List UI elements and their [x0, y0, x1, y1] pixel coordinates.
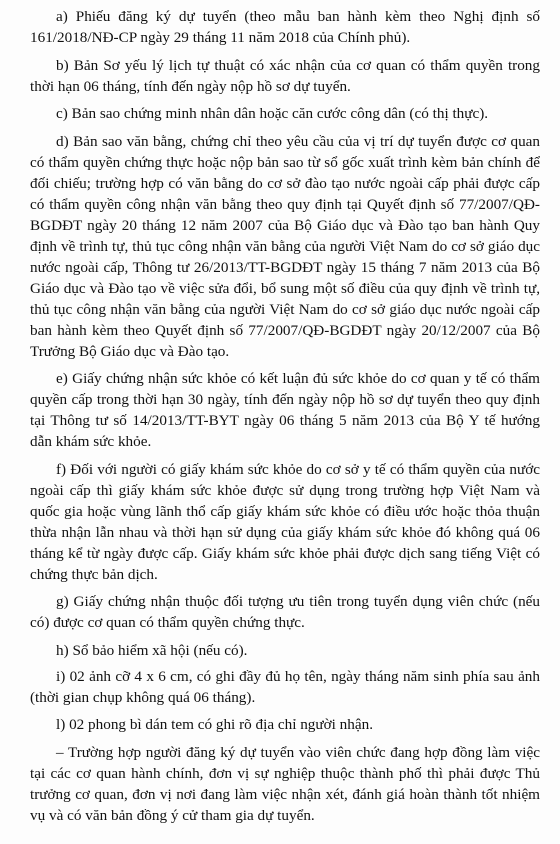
- paragraph-i: i) 02 ảnh cỡ 4 x 6 cm, có ghi đầy đủ họ tên, ngày tháng năm sinh phía sau ảnh (thời gian chụp không quá 06 tháng).: [30, 667, 540, 706]
- paragraph-f: f) Đối với người có giấy khám sức khỏe do cơ sở y tế có thẩm quyền của nước ngoài cấp thì giấy khám sức khỏe được sử dụng trong trường hợp Việt Nam và quốc gia hoặc vùng lãnh thổ cấp giấy khám sức khỏe có điều ước hoặc thỏa thuận thừa nhận lẫn nhau và thời hạn sử dụng của giấy khám sức khỏe đó không quá 06 tháng kể từ ngày được cấp. Giấy khám sức khỏe phải được dịch sang tiếng Việt có chứng thực bản dịch.: [30, 460, 540, 583]
- paragraph-g: g) Giấy chứng nhận thuộc đối tượng ưu tiên trong tuyển dụng viên chức (nếu có) được cơ quan có thẩm quyền chứng thực.: [30, 593, 540, 631]
- paragraph-d: d) Bản sao văn bằng, chứng chỉ theo yêu cầu của vị trí dự tuyển được cơ quan có thẩm quyền chứng thực hoặc nộp bản sao từ sổ gốc xuất trình kèm bản chính để đối chiếu; trường hợp có văn bằng do cơ sở đào tạo nước ngoài cấp phải được cấp có thẩm quyền công nhận văn bằng theo quy định tại Quyết định số 77/2007/QĐ-BGDĐT ngày 20 tháng 12 năm 2007 của Bộ Giáo dục và Đào tạo ban hành Quy định về trình tự, thủ tục công nhận văn bằng của người Việt Nam do cơ sở giáo dục nước ngoài cấp, Thông tư 26/2013/TT-BGDĐT ngày 15 tháng 7 năm 2013 của Bộ Giáo dục và Đào tạo về việc sửa đổi, bổ sung một số điều của quy định về trình tự, thủ tục công nhận văn bằng của người Việt Nam do cơ sở giáo dục nước ngoài cấp ban hành kèm theo Quyết định số 77/2007/QĐ-BGDĐT ngày 20/12/2007 của Bộ Trưởng Bộ Giáo dục và Đào tạo.: [30, 132, 540, 360]
- paragraph-note: – Trường hợp người đăng ký dự tuyển vào viên chức đang hợp đồng làm việc tại các cơ quan hành chính, đơn vị sự nghiệp thuộc thành phố thì phải được Thủ trưởng cơ quan, đơn vị nơi đang làm việc nhận xét, đánh giá hoàn thành tốt nhiệm vụ và có văn bản đồng ý cử tham gia dự tuyển.: [30, 743, 540, 824]
- paragraph-a: a) Phiếu đăng ký dự tuyển (theo mẫu ban hành kèm theo Nghị định số 161/2018/NĐ-CP ngày 29 tháng 11 năm 2018 của Chính phủ).: [30, 8, 540, 46]
- paragraph-e: e) Giấy chứng nhận sức khỏe có kết luận đủ sức khỏe do cơ quan y tế có thẩm quyền cấp trong thời hạn 30 ngày, tính đến ngày nộp hồ sơ dự tuyển theo quy định tại Thông tư số 14/2013/TT-BYT ngày 06 tháng 5 năm 2013 của Bộ Y tế hướng dẫn khám sức khỏe.: [30, 370, 540, 450]
- paragraph-c: c) Bản sao chứng minh nhân dân hoặc căn cước công dân (có thị thực).: [56, 105, 489, 122]
- paragraph-l: l) 02 phong bì dán tem có ghi rõ địa chỉ người nhận.: [56, 716, 374, 733]
- paragraph-h: h) Sổ bảo hiểm xã hội (nếu có).: [56, 641, 248, 659]
- document-body: [30, 6, 540, 832]
- paragraph-b: b) Bản Sơ yếu lý lịch tự thuật có xác nhận của cơ quan có thẩm quyền trong thời hạn 06 tháng, tính đến ngày nộp hồ sơ dự tuyển.: [30, 56, 540, 95]
